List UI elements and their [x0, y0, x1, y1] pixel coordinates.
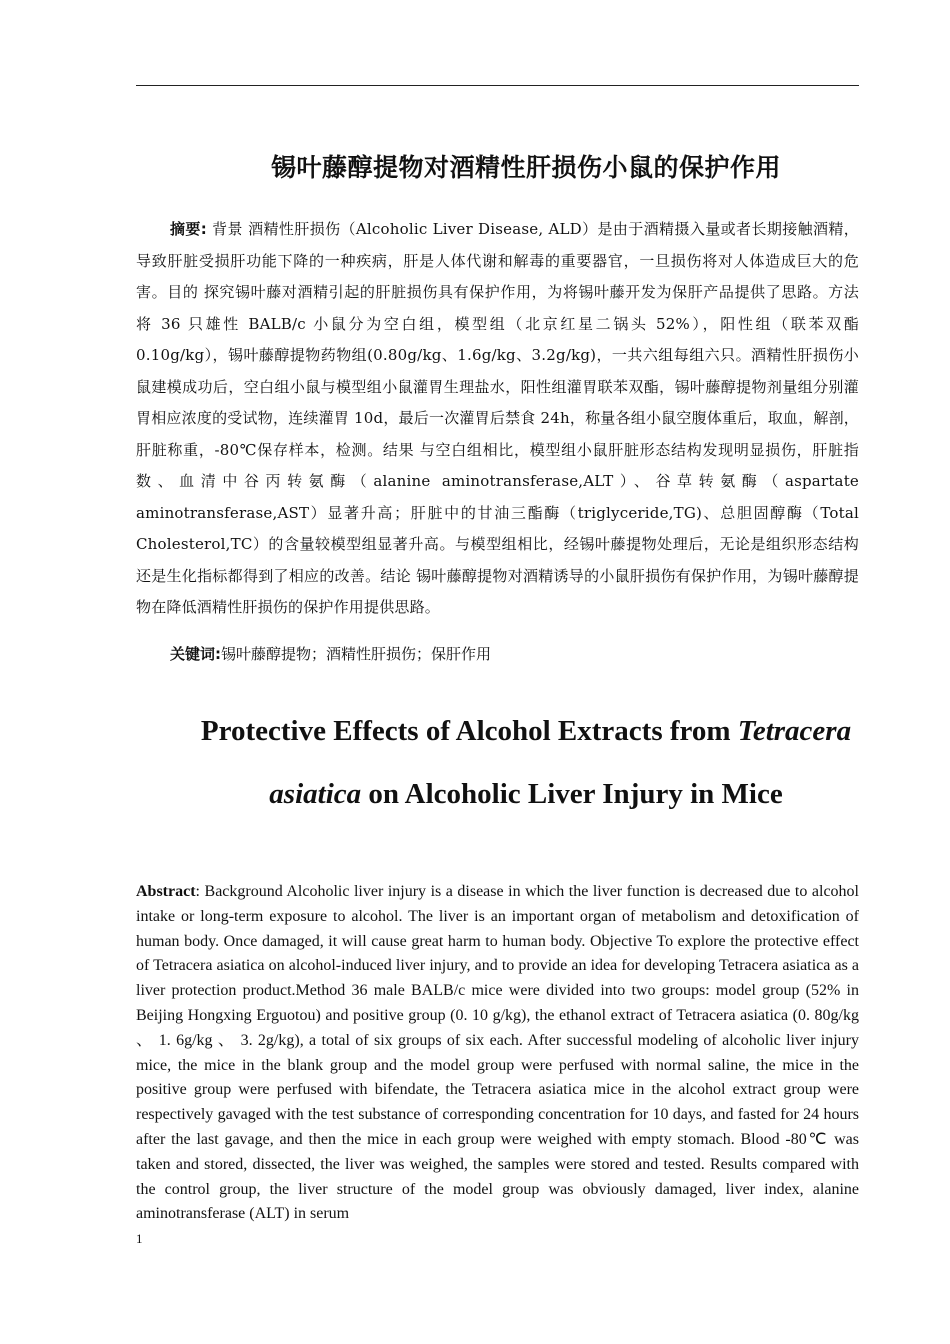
chinese-keywords-label: 关键词:	[170, 645, 221, 663]
english-title-part1: Protective Effects of Alcohol Extracts from	[200, 715, 738, 747]
page-number: 1	[136, 1231, 143, 1246]
chinese-abstract-label: 摘要:	[170, 220, 207, 238]
english-title-genus: Tetracera	[737, 715, 852, 747]
chinese-keywords-text: 锡叶藤醇提物；酒精性肝损伤；保肝作用	[221, 645, 492, 663]
chinese-keywords	[170, 642, 859, 666]
chinese-abstract	[136, 214, 859, 624]
chinese-abstract-text: 背景 酒精性肝损伤（Alcoholic Liver Disease, ALD）是由于酒精摄入量或者长期接触酒精，导致肝脏受损肝功能下降的一种疾病，肝是人体代谢和解毒的重要器官，一旦损伤将对人体造成巨大的危害。目的 探究锡叶藤对酒精引起的肝脏损伤具有保护作用，为将锡叶藤开发为保肝产品提供了思路。方法 将 36 只雄性 BALB/c 小鼠分为空白组，模型组（北京红星二锅头 52%），阳性组（联苯双酯 0.10g/kg），锡叶藤醇提物药物组(0.80g/kg、1.6g/kg、3.2g/kg)，一共六组每组六只。酒精性肝损伤小鼠建模成功后，空白组小鼠与模型组小鼠灌胃生理盐水，阳性组灌胃联苯双酯，锡叶藤醇提物剂量组分别灌胃相应浓度的受试物，连续灌胃 10d，最后一次灌胃后禁食 24h，称量各组小鼠空腹体重后，取血，解剖，肝脏称重，-80℃保存样本，检测。结果 与空白组相比，模型组小鼠肝脏形态结构发现明显损伤，肝脏指数、血清中谷丙转氨酶（alanine aminotransferase,ALT）、谷草转氨酶（aspartate aminotransferase,AST）显著升高；肝脏中的甘油三酯酶（triglyceride,TG)、总胆固醇酶（Total Cholesterol,TC）的含量较模型组显著升高。与模型组相比，经锡叶藤提物处理后，无论是组织形态结构还是生化指标都得到了相应的改善。结论 锡叶藤醇提物对酒精诱导的小鼠肝损伤有保护作用，为锡叶藤醇提物在降低酒精性肝损伤的保护作用提供思路。	[136, 220, 859, 616]
english-title-part2: on Alcoholic Liver Injury in Mice	[361, 778, 783, 810]
header-rule	[136, 85, 859, 86]
english-abstract	[136, 880, 859, 1227]
chinese-title: 锡叶藤醇提物对酒精性肝损伤小鼠的保护作用	[270, 153, 781, 182]
english-title	[136, 700, 916, 826]
english-title-species: asiatica	[269, 778, 362, 810]
english-abstract-label: Abstract	[136, 883, 196, 900]
english-abstract-text: : Background Alcoholic liver injury is a disease in which the liver function is decreased due to alcohol intake or long-term exposure to alcohol. The liver is an important organ of metabolism and detoxification of human body. Once damaged, it will cause great harm to human body. Objective To explore the protective effect of Tetracera asiatica on alcohol-induced liver injury, and to provide an idea for developing Tetracera asiatica as a liver protection product.Method 36 male BALB/c mice were divided into two groups: model group (52% in Beijing Hongxing Erguotou) and positive group (0. 10 g/kg), the ethanol extract of Tetracera asiatica (0. 80g/kg 、 1. 6g/kg 、 3. 2g/kg), a total of six groups of six each. After successful modeling of alcoholic liver injury mice, the mice in the blank group and the model group were perfused with normal saline, the mice in the positive group were perfused with bifendate, the Tetracera asiatica mice in the alcohol extract group were respectively gavaged with the test substance of corresponding concentration for 10 days, and fasted for 24 hours after the last gavage, and then the mice in each group were weighed with empty stomach. Blood -80℃ was taken and stored, dissected, the liver was weighed, the samples were stored and tested. Results compared with the control group, the liver structure of the model group was obviously damaged, liver index, alanine aminotransferase (ALT) in serum	[136, 883, 859, 1223]
